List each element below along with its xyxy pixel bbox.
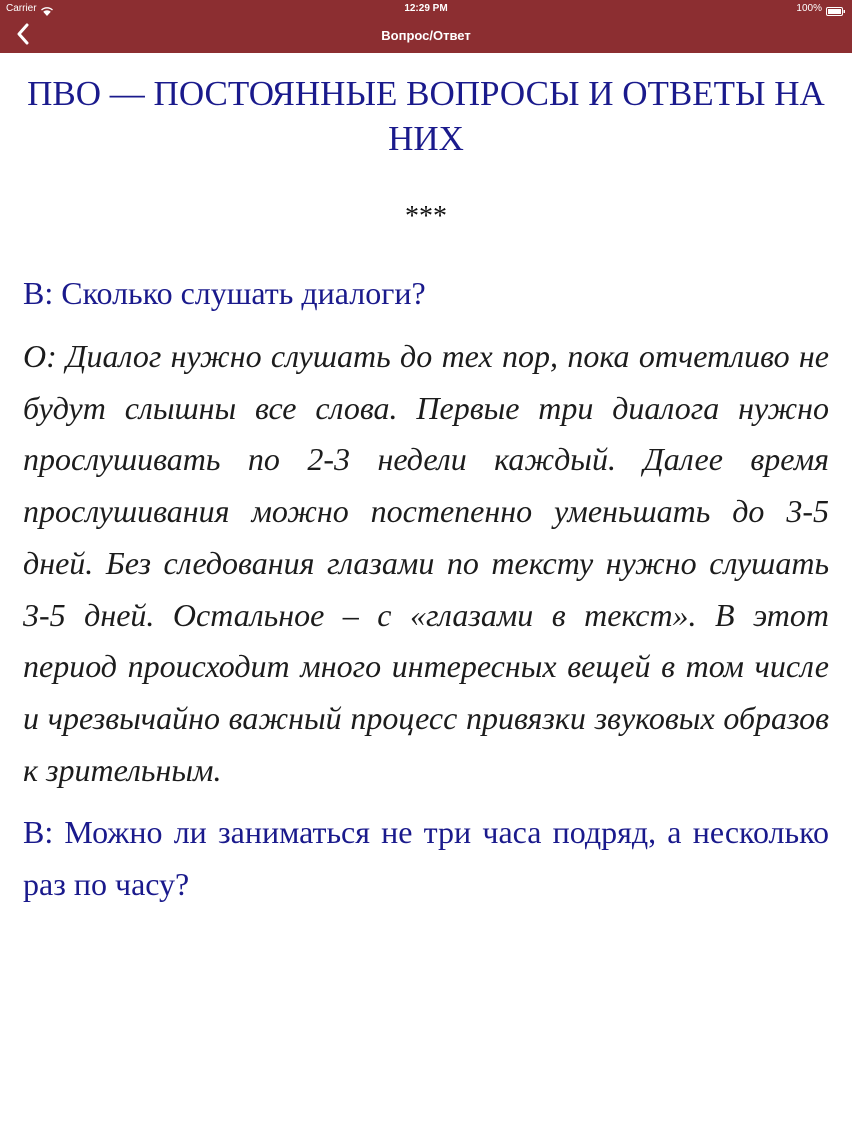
article-content — [23, 53, 829, 910]
question-1: В: Сколько слушать диалоги? — [23, 275, 426, 311]
battery-percent: 100% — [796, 3, 822, 14]
section-separator: *** — [405, 201, 447, 232]
status-right — [796, 0, 846, 18]
header — [0, 0, 852, 53]
battery-icon — [826, 5, 846, 14]
nav-title: Вопрос/Ответ — [381, 28, 471, 43]
page-title: ПВО — ПОСТОЯННЫЕ ВОПРОСЫ И ОТВЕТЫ НА НИХ — [27, 74, 825, 158]
question-2: В: Можно ли заниматься не три часа подряд, а несколько раз по часу? — [23, 814, 829, 903]
answer-1: О: Диалог нужно слушать до тех пор, пока отчетливо не будут слышны все слова. Первые три диалога нужно прослушивать по 2-3 недели каждый. Далее время прослушивания можно постепенно уменьшать до 3-5 дней. Без следования глазами по тексту нужно слушать 3-5 дней. Остальное – с «глазами в текст». В этот период происходит много интересных вещей в том числе и чрезвычайно важный процесс привязки звуковых образов к зрительным. — [23, 338, 829, 788]
carrier-label: Carrier — [6, 3, 37, 14]
status-bar — [0, 0, 852, 18]
status-time: 12:29 PM — [404, 3, 448, 14]
nav-bar — [0, 18, 852, 53]
